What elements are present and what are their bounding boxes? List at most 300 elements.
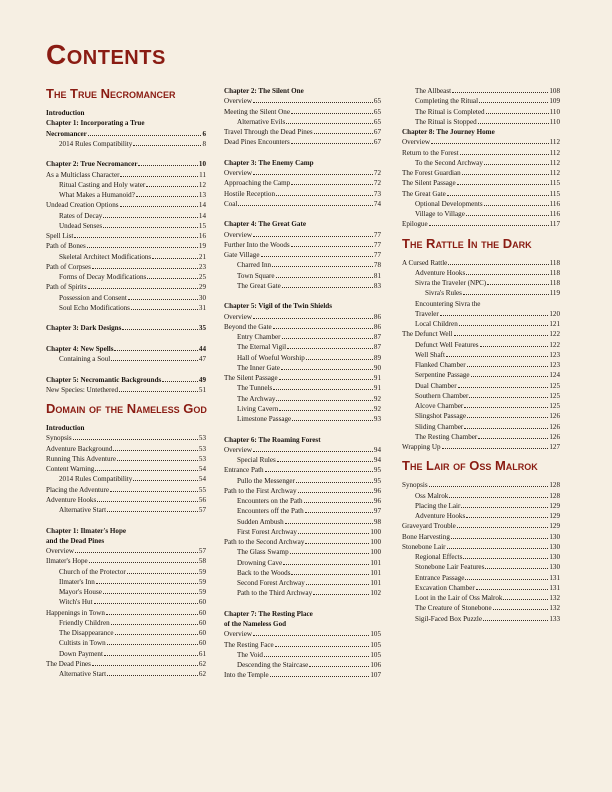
dot-leader: [298, 533, 369, 534]
toc-entry[interactable]: [224, 199, 381, 209]
toc-page-number: 118: [549, 268, 560, 277]
toc-entry[interactable]: [224, 527, 381, 537]
toc-entry[interactable]: [402, 219, 560, 229]
toc-entry[interactable]: [224, 660, 381, 670]
toc-entry-title: Ilmater's Inn: [59, 577, 95, 586]
toc-entry-title: Forms of Decay Modifications: [59, 273, 147, 281]
toc-entry-title: Dead Pines Encounters: [224, 138, 290, 147]
toc-page-number: 112: [549, 148, 560, 157]
toc-page-number: 95: [373, 476, 381, 485]
toc-entry[interactable]: [46, 303, 206, 313]
dot-leader: [275, 646, 370, 647]
toc-entry[interactable]: [224, 465, 381, 475]
toc-entry[interactable]: [46, 618, 206, 628]
toc-entry[interactable]: [224, 445, 381, 455]
dot-leader: [253, 102, 373, 103]
dot-leader: [459, 325, 549, 326]
toc-entry[interactable]: [224, 127, 381, 137]
toc-page-number: 98: [373, 517, 381, 526]
dot-leader: [478, 123, 549, 124]
toc-entry[interactable]: [46, 597, 206, 607]
toc-page-number: 130: [549, 563, 560, 572]
toc-entry[interactable]: [46, 385, 206, 395]
toc-entry[interactable]: [402, 168, 560, 178]
dot-leader: [138, 165, 197, 166]
toc-entry-title: Southern Chamber: [415, 391, 469, 400]
toc-page-number: 65: [373, 107, 381, 116]
dot-leader: [273, 389, 373, 390]
chapter-heading: Chapter 1: Ilmater's Hope: [46, 526, 127, 535]
toc-entry[interactable]: [224, 342, 381, 352]
toc-entry-title: Adventure Hooks: [415, 268, 466, 277]
dot-leader: [469, 397, 548, 398]
toc-page-number: 127: [549, 443, 560, 451]
toc-entry[interactable]: [46, 241, 206, 251]
toc-entry[interactable]: [402, 521, 560, 531]
toc-entry[interactable]: [46, 170, 206, 180]
dot-leader: [304, 502, 373, 503]
toc-page-number: 131: [549, 573, 560, 582]
toc-entry-title: Flanked Chamber: [415, 361, 466, 369]
toc-entry[interactable]: [46, 375, 206, 385]
dot-leader: [447, 548, 549, 549]
toc-entry[interactable]: [402, 542, 560, 552]
dot-leader: [431, 143, 549, 144]
dot-leader: [467, 366, 549, 367]
toc-column-1: [46, 86, 206, 679]
toc-page-number: 122: [549, 330, 560, 339]
dot-leader: [493, 609, 549, 610]
spacer: [46, 334, 206, 344]
toc-entry[interactable]: [402, 158, 560, 168]
toc-page-number: 128: [549, 481, 560, 490]
toc-page-number: 13: [198, 191, 206, 199]
dot-leader: [478, 438, 548, 439]
toc-entry-title: Alternative Start: [59, 506, 107, 514]
toc-entry-title: Dual Chamber: [415, 381, 457, 390]
toc-page-number: 101: [370, 558, 381, 567]
toc-entry[interactable]: [46, 211, 206, 221]
dot-leader: [264, 656, 369, 657]
toc-entry-title: Hall of Woeful Worship: [237, 353, 305, 362]
toc-entry[interactable]: [224, 517, 381, 527]
chapter-heading: of the Nameless God: [224, 620, 287, 628]
dot-leader: [113, 450, 198, 451]
toc-entry[interactable]: [402, 309, 560, 319]
dot-leader: [120, 206, 198, 207]
toc-page-number: 92: [373, 394, 381, 403]
toc-page-number: 25: [198, 273, 206, 281]
spacer: [224, 291, 381, 301]
toc-entry[interactable]: [224, 107, 381, 117]
toc-page-number: 102: [370, 589, 381, 598]
toc-entry-title: First Forest Archway: [237, 527, 297, 536]
toc-entry-title: Mayor's House: [59, 588, 102, 596]
toc-entry[interactable]: [402, 107, 560, 117]
toc-entry[interactable]: [224, 650, 381, 660]
toc-entry[interactable]: [402, 96, 560, 106]
toc-page-number: 101: [370, 579, 381, 587]
toc-page-number: 77: [373, 251, 381, 259]
toc-entry-title: Defunct Well Features: [415, 340, 479, 349]
toc-entry[interactable]: [46, 608, 206, 618]
toc-entry[interactable]: [402, 278, 560, 288]
dot-leader: [74, 237, 198, 238]
toc-entry[interactable]: [46, 262, 206, 272]
dot-leader: [306, 584, 370, 585]
toc-entry[interactable]: [402, 209, 560, 219]
toc-entry[interactable]: [224, 496, 381, 506]
toc-entry-title: Containing a Soul: [59, 355, 111, 363]
toc-page-number: 105: [370, 650, 381, 659]
toc-entry[interactable]: [402, 137, 560, 147]
dot-leader: [89, 562, 198, 563]
toc-entry[interactable]: [224, 383, 381, 393]
dot-leader: [291, 143, 373, 144]
chapter-heading: Chapter 1: Incorporating a True: [46, 119, 145, 128]
toc-page-number: 119: [549, 289, 560, 298]
toc-page-number: 126: [549, 432, 560, 441]
toc-entry[interactable]: [224, 476, 381, 486]
toc-entry[interactable]: [46, 282, 206, 292]
toc-entry[interactable]: [402, 370, 560, 380]
toc-entry[interactable]: [402, 501, 560, 511]
toc-page-number: 120: [549, 309, 560, 318]
chapter-heading: Encountering Sivra the: [415, 299, 481, 308]
toc-entry[interactable]: [224, 537, 381, 547]
toc-entry-title: The Resting Chamber: [415, 432, 478, 441]
toc-entry[interactable]: [224, 414, 381, 424]
dot-leader: [146, 186, 198, 187]
toc-page-number: 92: [373, 404, 381, 413]
toc-entry[interactable]: [402, 381, 560, 391]
chapter-heading: Introduction: [46, 424, 85, 432]
dot-leader: [110, 491, 198, 492]
toc-entry-title: Adventure Hooks: [415, 512, 466, 520]
toc-entry[interactable]: [402, 189, 560, 199]
dot-leader: [457, 184, 549, 185]
toc-entry[interactable]: [224, 117, 381, 127]
toc-entry-title: Chapter 3: Dark Designs: [46, 324, 122, 333]
toc-entry[interactable]: [224, 322, 381, 332]
dot-leader: [117, 460, 198, 461]
toc-page-number: 105: [370, 630, 381, 639]
toc-entry-title: Overview: [224, 630, 252, 639]
toc-entry-title: Skeletal Architect Modifications: [59, 252, 152, 261]
dot-leader: [104, 655, 198, 656]
toc-entry[interactable]: [224, 312, 381, 322]
toc-entry[interactable]: [224, 260, 381, 270]
toc-entry[interactable]: [224, 271, 381, 281]
toc-entry-title: Drowning Cave: [237, 558, 283, 567]
toc-entry[interactable]: [402, 562, 560, 572]
toc-page-number: 90: [373, 363, 381, 372]
toc-entry[interactable]: [402, 117, 560, 127]
toc-entry[interactable]: [46, 638, 206, 648]
toc-page-number: 96: [373, 497, 381, 505]
toc-entry-title: As a Multiclass Character: [46, 170, 120, 179]
dot-leader: [291, 113, 373, 114]
toc-entry-title: Living Cavern: [237, 404, 279, 413]
toc-page-number: 54: [198, 465, 206, 473]
toc-entry[interactable]: [46, 272, 206, 282]
toc-entry[interactable]: [224, 137, 381, 147]
toc-entry-title: The Defunct Well: [402, 330, 453, 339]
toc-entry[interactable]: [46, 587, 206, 597]
toc-entry[interactable]: [46, 505, 206, 515]
toc-entry[interactable]: [224, 568, 381, 578]
toc-entry[interactable]: [402, 432, 560, 442]
toc-entry[interactable]: [402, 532, 560, 542]
toc-page-number: 59: [198, 567, 206, 576]
toc-entry[interactable]: [224, 353, 381, 363]
dot-leader: [111, 624, 198, 625]
toc-entry-title: Alternative Start: [59, 670, 107, 678]
toc-entry-title: Limestone Passage: [237, 415, 292, 423]
toc-entry[interactable]: [402, 603, 560, 613]
toc-entry[interactable]: [402, 511, 560, 521]
toc-entry-title: Overview: [46, 547, 74, 555]
toc-entry[interactable]: [224, 588, 381, 598]
toc-page-number: 133: [549, 614, 560, 623]
dot-leader: [485, 568, 548, 569]
toc-entry[interactable]: [402, 268, 560, 278]
toc-entry[interactable]: [46, 159, 206, 169]
toc-page-number: 60: [198, 629, 206, 637]
toc-entry-title: Friendly Children: [59, 618, 110, 627]
toc-entry[interactable]: [224, 373, 381, 383]
toc-entry[interactable]: [402, 360, 560, 370]
toc-entry[interactable]: [402, 593, 560, 603]
toc-entry-title: Into the Temple: [224, 671, 269, 680]
dot-leader: [452, 92, 548, 93]
toc-page-number: 101: [370, 568, 381, 577]
toc-page-number: 118: [549, 279, 560, 287]
toc-entry[interactable]: [46, 354, 206, 364]
toc-entry[interactable]: [46, 129, 206, 139]
toc-entry[interactable]: [402, 340, 560, 350]
toc-entry-title: Church of the Protector: [59, 567, 126, 576]
toc-entry-title: 2014 Rules Compatibility: [59, 475, 133, 484]
toc-page-number: 122: [549, 340, 560, 349]
toc-entry[interactable]: [224, 250, 381, 260]
toc-entry-title: Path of Spirits: [46, 283, 87, 292]
dot-leader: [429, 486, 549, 487]
toc-page-number: 129: [549, 512, 560, 520]
toc-entry[interactable]: [224, 547, 381, 557]
toc-entry-title: The Ritual is Completed: [415, 107, 485, 116]
toc-entry[interactable]: [46, 190, 206, 200]
dot-leader: [305, 543, 369, 544]
toc-entry[interactable]: [46, 556, 206, 566]
dot-leader: [291, 574, 369, 575]
toc-entry-title: The Void: [237, 650, 263, 659]
toc-entry-title: Overview: [402, 138, 430, 147]
toc-entry-title: New Species: Untethered: [46, 385, 119, 394]
toc-entry[interactable]: [46, 200, 206, 210]
toc-entry[interactable]: [46, 293, 206, 303]
toc-entry[interactable]: [402, 573, 560, 583]
toc-page-number: 59: [198, 588, 206, 596]
toc-entry[interactable]: [402, 614, 560, 624]
toc-entry[interactable]: [46, 577, 206, 587]
toc-entry-title: Happenings in Town: [46, 608, 105, 617]
toc-entry-title: The Tunnels: [237, 384, 273, 393]
dot-leader: [466, 215, 549, 216]
toc-entry[interactable]: [224, 640, 381, 650]
toc-entry[interactable]: [224, 281, 381, 291]
toc-entry[interactable]: [46, 495, 206, 505]
dot-leader: [114, 350, 197, 351]
toc-entry-title: Entrance Path: [224, 466, 264, 475]
toc-entry-title: Path to the Third Archway: [237, 589, 313, 598]
dot-leader: [283, 564, 369, 565]
toc-page-number: 65: [373, 97, 381, 106]
toc-entry[interactable]: [46, 221, 206, 231]
toc-entry[interactable]: [402, 258, 560, 268]
toc-entry[interactable]: [402, 350, 560, 360]
toc-entry[interactable]: [402, 178, 560, 188]
dot-leader: [277, 461, 373, 462]
dot-leader: [454, 335, 549, 336]
toc-page-number: 106: [370, 661, 381, 669]
toc-page-number: 77: [373, 230, 381, 239]
toc-entry[interactable]: [402, 391, 560, 401]
toc-entry[interactable]: [224, 168, 381, 178]
toc-entry[interactable]: [402, 148, 560, 158]
toc-entry[interactable]: [224, 178, 381, 188]
toc-entry[interactable]: [224, 455, 381, 465]
toc-entry[interactable]: [402, 422, 560, 432]
toc-entry[interactable]: [224, 578, 381, 588]
toc-entry[interactable]: [224, 670, 381, 680]
chapter-heading: Introduction: [46, 109, 85, 117]
toc-entry[interactable]: [46, 139, 206, 149]
toc-entry[interactable]: [46, 546, 206, 556]
toc-entry-title: The Resting Face: [224, 640, 274, 649]
toc-entry-title: Coal: [224, 199, 238, 208]
toc-entry[interactable]: [402, 86, 560, 96]
toc-entry[interactable]: [224, 332, 381, 342]
dot-leader: [290, 553, 370, 554]
toc-entry[interactable]: [402, 552, 560, 562]
dot-leader: [106, 614, 198, 615]
dot-leader: [442, 448, 549, 449]
toc-entry[interactable]: [402, 288, 560, 298]
toc-entry[interactable]: [46, 433, 206, 443]
toc-page-number: 112: [549, 158, 560, 167]
toc-page-number: 62: [198, 659, 206, 668]
toc-page-number: 129: [549, 522, 560, 531]
toc-page-number: 100: [370, 548, 381, 557]
dot-leader: [291, 246, 373, 247]
toc-entry-title: Path of Corpses: [46, 262, 91, 271]
toc-page-number: 16: [198, 232, 206, 240]
toc-page-number: 67: [373, 128, 381, 136]
toc-entry[interactable]: [224, 506, 381, 516]
toc-page-number: 125: [549, 381, 560, 390]
dot-leader: [111, 360, 198, 361]
toc-entry-title: Adventure Hooks: [46, 495, 97, 504]
toc-entry[interactable]: [46, 659, 206, 669]
toc-entry[interactable]: [402, 491, 560, 501]
toc-entry-title: Content Warning: [46, 465, 95, 473]
dot-leader: [429, 225, 549, 226]
toc-entry[interactable]: [402, 199, 560, 209]
chapter-heading: Chapter 6: The Roaming Forest: [224, 435, 321, 444]
toc-entry-title: The Inner Gate: [237, 363, 280, 372]
toc-entry[interactable]: [224, 394, 381, 404]
toc-entry[interactable]: [46, 464, 206, 474]
toc-page-number: 97: [373, 507, 381, 516]
toc-entry[interactable]: [224, 96, 381, 106]
toc-entry[interactable]: [402, 319, 560, 329]
toc-entry[interactable]: [402, 401, 560, 411]
toc-entry[interactable]: [224, 558, 381, 568]
dot-leader: [446, 356, 548, 357]
dot-leader: [463, 558, 548, 559]
section-title: Domain of the Nameless God: [46, 401, 207, 416]
toc-entry[interactable]: [46, 485, 206, 495]
toc-entry-title: Sivra's Rules: [425, 289, 462, 298]
dot-leader: [467, 417, 548, 418]
toc-page-number: 118: [549, 258, 560, 267]
toc-entry[interactable]: [224, 189, 381, 199]
toc-entry-title: Sudden Ambush: [237, 517, 284, 526]
toc-page-number: 87: [373, 343, 381, 352]
toc-entry-title: Stonebone Lair: [402, 542, 446, 551]
toc-entry[interactable]: [46, 231, 206, 241]
toc-entry[interactable]: [402, 411, 560, 421]
toc-entry[interactable]: [46, 180, 206, 190]
toc-entry[interactable]: [46, 344, 206, 354]
toc-entry-title: Descending the Staircase: [237, 661, 309, 669]
spacer: [46, 364, 206, 374]
toc-entry[interactable]: [46, 252, 206, 262]
toc-entry[interactable]: [402, 583, 560, 593]
dot-leader: [287, 348, 373, 349]
toc-entry[interactable]: [402, 329, 560, 339]
toc-page-number: 130: [549, 532, 560, 541]
dot-leader: [94, 603, 198, 604]
toc-entry-title: Village to Village: [415, 210, 465, 218]
toc-page-number: 126: [549, 412, 560, 421]
toc-entry[interactable]: [402, 442, 560, 452]
dot-leader: [133, 480, 198, 481]
toc-page-number: 31: [198, 303, 206, 312]
toc-entry[interactable]: [46, 454, 206, 464]
toc-page-number: 21: [198, 252, 206, 261]
toc-page-number: 58: [198, 557, 206, 566]
toc-entry[interactable]: [46, 628, 206, 638]
toc-entry-title: Second Forest Archway: [237, 579, 305, 587]
toc-entry[interactable]: [224, 230, 381, 240]
toc-entry[interactable]: [46, 649, 206, 659]
toc-entry[interactable]: [402, 480, 560, 490]
toc-entry[interactable]: [224, 629, 381, 639]
toc-entry[interactable]: [224, 240, 381, 250]
toc-entry[interactable]: [46, 474, 206, 484]
toc-entry-title: Excavation Chamber: [415, 583, 475, 592]
dot-leader: [457, 527, 549, 528]
toc-entry[interactable]: [46, 669, 206, 679]
toc-entry[interactable]: [224, 404, 381, 414]
toc-entry[interactable]: [224, 363, 381, 373]
toc-entry[interactable]: [46, 444, 206, 454]
toc-entry[interactable]: [46, 567, 206, 577]
toc-entry[interactable]: [46, 323, 206, 333]
toc-entry[interactable]: [224, 486, 381, 496]
